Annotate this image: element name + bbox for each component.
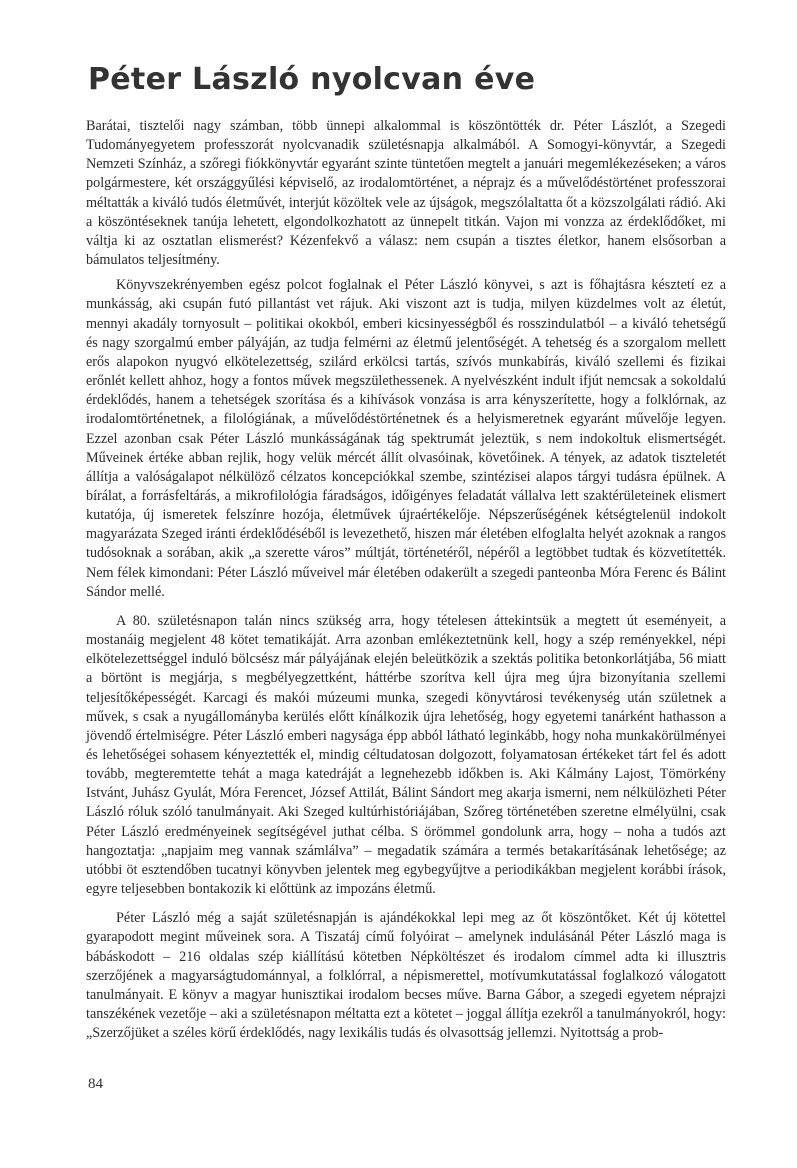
paragraph-3: A 80. születésnapon talán nincs szükség arra, hogy tételesen áttekintsük a megtett út eseményeit, a mostanáig megjelent 48 kötet tematikáját. Arra azonban emlékeztetnünk kell, hogy a szép reményekkel, népi elkötelezettséggel induló bölcsész már pályájának elején beleütközik a szektás politika betonkorlátjába, 56 miatt a börtönt is megjárja, s megbélyegzettként, háttérbe szorítva kell újra meg újra bizonyítania szellemi teljesítőképességét. Karcagi és makói múzeumi munka, szegedi könyvtárosi tevékenység után születnek a művek, s csak a nyugállományba kerülés előtt kínálkozik újra lehetőség, hogy egyetemi tanárként hathasson a jövendő értelmiségre. Péter László emberi nagysága épp abból látható leginkább, hogy noha munkakörülményei és lehetőségei sohasem kényeztették el, mindig céltudatosan dolgozott, folyamatosan értékeket tárt fel és adott tovább, megteremtette tehát a maga katedráját a legnehezebb időkben is. Aki Kálmány Lajost, Tömörkény Istvánt, Juhász Gyulát, Móra Ferencet, József Attilát, Bálint Sándort meg akarja ismerni, nem nélkülözheti Péter László róluk szóló tanulmányait. Aki Szeged kultúrhistóriájában, Szőreg történetében szeretne elmélyülni, csak Péter László eredményeinek segítségével juthat célba. S örömmel gondolunk arra, hogy – noha a tudós azt hangoztatja: „napjaim meg vannak számlálva” – megadatik számára a termés betakarításának lehetősége; az utóbbi öt esztendőben tucatnyi könyvben jelentek meg egybegyűjtve a periodikákban megjelent korábbi írások, egyre teljesebben bontakozik ki előttünk az impozáns életmű.: [86, 612, 726, 898]
article: [86, 62, 726, 1043]
page-number: 84: [88, 1076, 103, 1092]
paragraph-4: Péter László még a saját születésnapján is ajándékokkal lepi meg az őt köszöntőket. Két új kötettel gyarapodott megint műveinek sora. A Tiszatáj című folyóirat – amelynek indulásánál Péter László maga is bábáskodott – 216 oldalas szép kiállítású kötetben Népköltészet és irodalom címmel adta ki illusztris szerzőjének a magyarságtudománnyal, a folklórral, a népismerettel, motívumkutatással foglalkozó válogatott tanulmányait. E könyv a magyar hunisztikai irodalom becses műve. Barna Gábor, a szegedi egyetem néprajzi tanszékének vezetője – aki a születésnapon méltatta ezt a kötetet – joggal állítja ezekről a tanulmányokról, hogy: „Szerzőjüket a széles körű érdeklődés, nagy lexikális tudás és olvasottság jellemzi. Nyitottság a prob-: [86, 910, 726, 1042]
paragraph-2: Könyvszekrényemben egész polcot foglalnak el Péter László könyvei, s azt is főhajtásra késztetí ez a munkásság, aki csupán futó pillantást vet rájuk. Aki viszont azt is tudja, milyen küzdelmes volt az életút, mennyi akadály tornyosult – politikai okokból, emberi kicsinyességből és rosszindulatból – a kiváló tehetségű és nagy szorgalmú ember pályáján, az tudja felmérni az életmű jelentőségét. A tehetség és a szorgalom mellett erős alapokon nyugvó elkötelezettség, szilárd erkölcsi tartás, szívós munkabírás, kiváló szellemi és fizikai erőnlét kellett ahhoz, hogy a fontos művek megszülethessenek. A nyelvészként indult ifjút nemcsak a sokoldalú érdeklődés, hanem a tehetségek szorítása és a kihívások vonzása is arra kényszerítette, hogy a folklórnak, az irodalomtörténetnek, a filológiának, a művelődéstörténetnek és a helyismeretnek egyaránt művelője legyen. Ezzel azonban csak Péter László munkásságának tág spektrumát jeleztük, s nem indokoltuk elismertségét. Műveinek értéke abban rejlik, hogy velük mércét állít olvasóinak, követőinek. A tények, az adatok tiszteletét állítja a valóságalapot nélkülöző célzatos koncepciókkal szembe, szintézisei alapos tárgyi tudásra épülnek. A bírálat, a forrásfeltárás, a mikrofilológia fáradságos, időigényes feladatát vállalva lett szaktérületeinek elismert kutatója, új ismeretek felszínre hozója, életművek újraértékelője. Népszerűségének kétségtelenül indokolt magyarázata Szeged iránti érdeklődéséből is levezethető, hiszen már életében elfoglalta helyét azoknak a rangos tudósoknak a sorában, akik „a szerette város” múltját, történetéről, népéről a legtöbbet tudtak és közvetítették. Nem félek kimondani: Péter László műveivel már életében odakerült a szegedi panteonba Móra Ferenc és Bálint Sándor mellé.: [86, 277, 726, 600]
paragraph-1: Barátai, tisztelői nagy számban, több ünnepi alkalommal is köszöntötték dr. Péter Lászlót, a Szegedi Tudományegyetem professzorát nyolcvanadik születésnapja alkalmából. A Somogyi-könyvtár, a Szegedi Nemzeti Színház, a szőregi fiókkönyvtár egyaránt szinte tüntetően megtelt a januári megemlékezéseken; a város polgármestere, két országgyűlési képviselő, az irodalomtörténet, a néprajz és a művelődéstörténet professzorai méltatták a kiváló tudós életművét, interjút közöltek vele az újságok, megszólaltatta őt a közszolgálati rádió. Aki a köszöntéseknek tanúja lehetett, elgondolkozhatott az ünnepelt titkán. Vajon mi vonzza az érdeklődőket, mi váltja ki az osztatlan elismerést? Kézenfekvő a válasz: nem csupán a tisztes életkor, hanem elsősorban a bámulatos teljesítmény.: [86, 118, 726, 269]
article-title: Péter László nyolcvan éve: [88, 62, 536, 97]
